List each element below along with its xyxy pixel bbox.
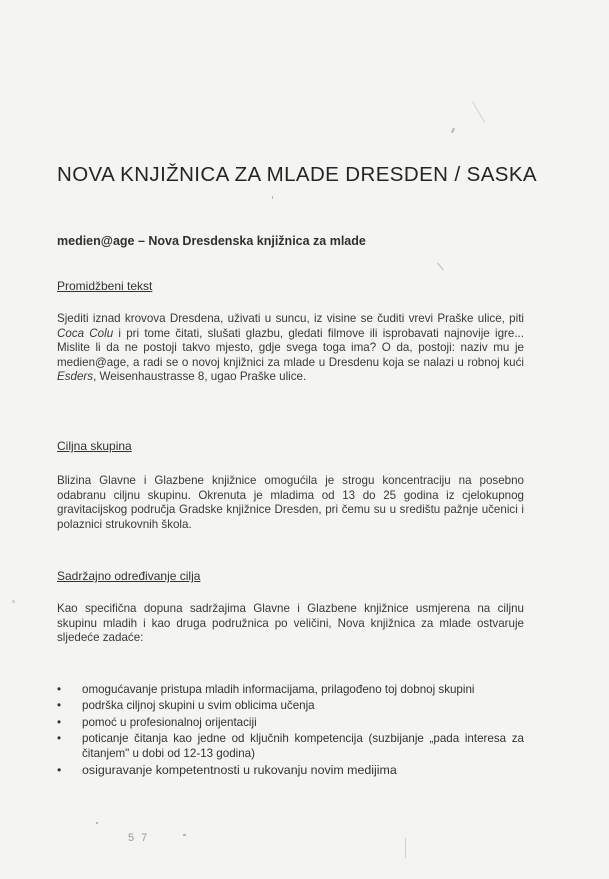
scan-speck [451, 128, 455, 133]
heading-promotional-text: Promidžbeni tekst [57, 279, 153, 293]
page-title: NOVA KNJIŽNICA ZA MLADE DRESDEN / SASKA [57, 163, 538, 186]
scan-speck [183, 834, 186, 836]
scan-speck [437, 263, 444, 271]
scan-speck [472, 101, 485, 122]
scan-speck [405, 838, 406, 858]
list-item-text: omogućavanje pristupa mladih informacijama, prilagođeno toj dobnoj skupini [82, 683, 475, 696]
paragraph-target-group: Blizina Glavne i Glazbene knjižnice omogućila je strogu koncentraciju na posebno odabranu ciljnu skupinu. Okrenuta je mladima od 13 do 25 godina iz cjelokupnog gravitacijskog područja Gradske knjižnice Dresden, pri čemu su u središtu pažnje učenici i polaznici strukovnih škola. [57, 474, 524, 531]
paragraph-content-goals: Kao specifična dopuna sadržajima Glavne i Glazbene knjižnice usmjerena na ciljnu skupinu mladih i kao druga podružnica po veličini, Nova knjižnica za mlade ostvaruje sljedeće zadaće: [57, 602, 524, 645]
list-item-text: osiguravanje kompetentnosti u rukovanju novim medijima [82, 763, 397, 778]
scan-speck [96, 822, 98, 824]
page-number: 5 7 [128, 832, 150, 844]
subtitle: medien@age – Nova Dresdenska knjižnica za mlade [57, 234, 366, 248]
bullet-icon: • [57, 732, 62, 746]
paragraph-text-part: i pri tome čitati, slušati glazbu, gledati filmove ili isprobavati najnovije igre... Mislite li da ne postoji takvo mjesto, gdje svega toga ima? O da, postoji: naziv mu je medien@age, a radi se o novoj knjižnici za mlade u Dresdenu koja se nalazi u robnoj kući [57, 326, 524, 369]
paragraph-text-part: Sjediti iznad krovova Dresdena, uživati u suncu, iz visine se čuditi vrevi Praške ulice, piti [57, 312, 524, 325]
list-item-text: poticanje čitanja kao jedne od ključnih kompetencija (suzbijanje „pada interesa za čitanjem" u dobi od 12-13 godina) [82, 732, 524, 760]
list-item [57, 716, 524, 730]
bullet-icon: • [57, 699, 62, 713]
list-item [57, 763, 524, 777]
list-item [57, 732, 524, 761]
bullet-icon: • [57, 715, 62, 729]
heading-target-group: Ciljna skupina [57, 439, 132, 453]
paragraph-emphasis: Coca Colu [57, 326, 114, 340]
scan-speck [12, 600, 15, 603]
paragraph-promotional-text [57, 312, 524, 385]
list-item [57, 683, 524, 697]
bullet-icon: • [57, 763, 62, 778]
heading-content-goals: Sadržajno određivanje cilja [57, 569, 201, 583]
list-item-text: pomoć u profesionalnoj orijentaciji [82, 715, 257, 729]
paragraph-text-part: , Weisenhaustrasse 8, ugao Praške ulice. [93, 370, 307, 384]
task-list [57, 683, 524, 779]
paragraph-emphasis: Esders [57, 370, 94, 384]
bullet-icon: • [57, 683, 62, 696]
list-item [57, 699, 524, 713]
scan-speck [272, 196, 273, 199]
list-item-text: podrška ciljnoj skupini u svim oblicima učenja [82, 699, 315, 713]
